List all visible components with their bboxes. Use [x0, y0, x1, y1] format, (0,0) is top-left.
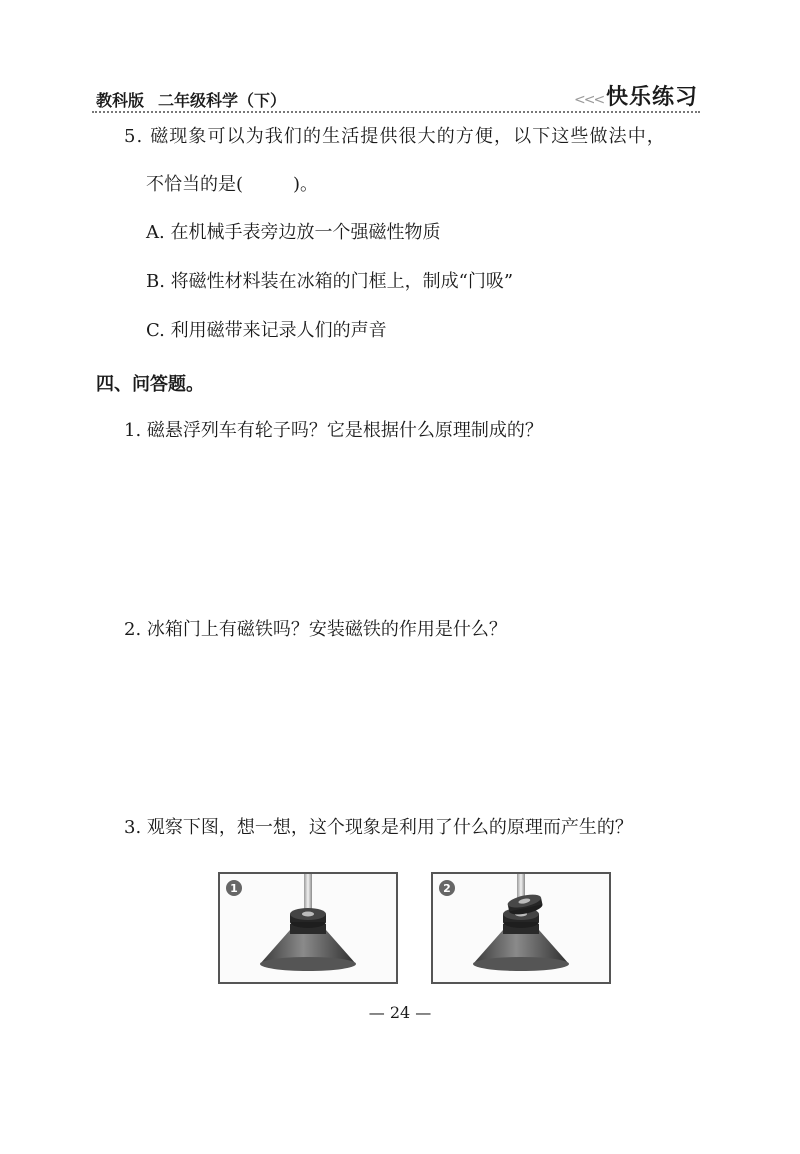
header-book-info	[96, 88, 300, 111]
question-5-stem: 不恰当的是(	[146, 174, 244, 195]
question-5-line-2	[146, 173, 318, 197]
number-badge-icon	[437, 878, 457, 898]
option-a: A. 在机械手表旁边放一个强磁性物质	[146, 222, 441, 243]
question-2: 2. 冰箱门上有磁铁吗？安装磁铁的作用是什么？	[124, 619, 507, 640]
edition-label: 教科版	[96, 91, 145, 110]
question-1: 1. 磁悬浮列车有轮子吗？它是根据什么原理制成的？	[124, 420, 543, 441]
page-number: — 24 —	[368, 1003, 432, 1022]
option-c: C. 利用磁带来记录人们的声音	[146, 320, 387, 341]
question-5-stem-end: )。	[293, 174, 319, 195]
question-5-line-1: 5. 磁现象可以为我们的生活提供很大的方便，以下这些做法中，	[124, 126, 666, 147]
section-heading: 四、问答题。	[96, 374, 204, 395]
header-divider	[92, 111, 700, 113]
chevron-left-icon: <<<	[574, 92, 604, 108]
magnet-stand-illustration	[220, 874, 396, 982]
subject-label: 二年级科学（下）	[158, 91, 287, 110]
svg-text:2: 2	[443, 882, 451, 895]
option-b: B. 将磁性材料装在冰箱的门框上，制成“门吸”	[146, 271, 514, 292]
section-title: 快乐练习	[606, 85, 699, 110]
number-badge-icon	[224, 878, 244, 898]
figure-1	[218, 872, 398, 984]
svg-text:1: 1	[230, 882, 238, 895]
figure-2	[431, 872, 611, 984]
question-3: 3. 观察下图，想一想，这个现象是利用了什么的原理而产生的？	[124, 817, 633, 838]
floating-magnet-illustration	[433, 874, 609, 982]
